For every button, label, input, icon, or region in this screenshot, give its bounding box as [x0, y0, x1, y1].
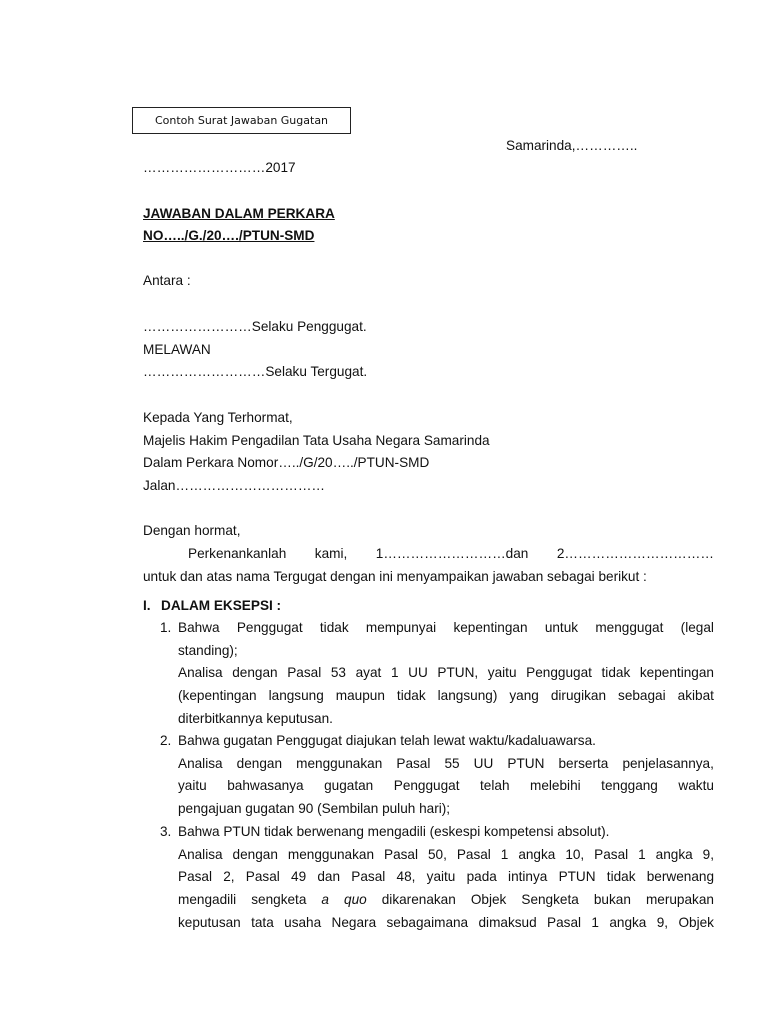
- word: Pasal: [245, 869, 280, 885]
- word: Analisa: [178, 755, 223, 771]
- paragraph-line: Bahwa gugatan Penggugat diajukan telah lewat waktu/kadaluawarsa.: [178, 733, 596, 748]
- list-item-3: [178, 821, 714, 934]
- word: tidak: [601, 665, 631, 681]
- melawan-line: MELAWAN: [143, 342, 211, 357]
- word: dirugikan: [550, 688, 607, 704]
- word: Pasal: [287, 665, 322, 681]
- word: mengadili: [178, 892, 237, 908]
- word: Sengketa: [521, 892, 579, 908]
- word: mempunyai: [365, 620, 437, 635]
- italic-word: a: [321, 892, 329, 908]
- word: dengan: [232, 665, 278, 681]
- word: sengketa: [251, 892, 307, 908]
- word: Analisa: [178, 846, 223, 862]
- word: Pasal: [178, 869, 213, 885]
- word: Pasal: [594, 846, 629, 862]
- tergugat-line: ………………………Selaku Tergugat.: [143, 364, 368, 379]
- word: berserta: [558, 755, 609, 771]
- title-line-2: NO…../G./20…./PTUN-SMD: [143, 228, 315, 243]
- intro-word: 2……………………………: [556, 546, 714, 561]
- section-number: I.: [143, 598, 151, 613]
- year-line: ………………………2017: [143, 160, 296, 175]
- word: Pasal: [351, 869, 386, 885]
- intro-word: 1………………………dan: [375, 546, 529, 561]
- word: Penggugat: [526, 665, 592, 681]
- word: PTUN,: [437, 665, 479, 681]
- word: 1: [500, 846, 509, 862]
- word: yang: [509, 688, 539, 704]
- document-label: Contoh Surat Jawaban Gugatan: [132, 107, 351, 134]
- word: PTUN: [507, 755, 545, 771]
- word: PTUN: [558, 869, 596, 885]
- salutation: Dengan hormat,: [143, 523, 241, 538]
- word: dimaksud: [478, 914, 537, 930]
- paragraph-line: [178, 866, 714, 889]
- intro-word: kami,: [314, 546, 348, 561]
- word: 48,: [396, 869, 416, 885]
- paragraph-line: [178, 685, 714, 708]
- paragraph-line: pengajuan gugatan 90 (Sembilan puluh hari);: [178, 801, 451, 817]
- italic-word: quo: [344, 892, 367, 908]
- word: langsung): [437, 688, 498, 704]
- title-line-1: JAWABAN DALAM PERKARA: [143, 206, 335, 221]
- kepada-line: Majelis Hakim Pengadilan Tata Usaha Negara Samarinda: [143, 433, 490, 448]
- word: 50,: [427, 846, 447, 862]
- word: angka: [655, 846, 693, 862]
- word: 2,: [223, 869, 235, 885]
- word: untuk: [544, 620, 579, 635]
- word: 10,: [565, 846, 585, 862]
- word: tidak: [396, 688, 426, 704]
- word: Objek: [678, 914, 714, 930]
- word: melebihi: [530, 778, 581, 794]
- word: berwenang: [646, 869, 714, 885]
- word: bahwasanya: [227, 778, 304, 794]
- word: UU: [408, 665, 428, 681]
- word: kepentingan: [639, 665, 714, 681]
- word: keputusan: [178, 914, 241, 930]
- word: Pasal: [396, 755, 431, 771]
- list-number: 2.: [160, 733, 172, 748]
- word: 1: [591, 914, 599, 930]
- paragraph-line: [178, 753, 714, 776]
- kepada-line: Kepada Yang Terhormat,: [143, 410, 293, 425]
- word: tidak: [319, 620, 349, 635]
- word: usaha: [284, 914, 322, 930]
- word: (kepentingan: [178, 688, 257, 704]
- antara-label: Antara :: [143, 273, 191, 288]
- paragraph-line: [178, 617, 714, 640]
- word: sebagaimana: [386, 914, 469, 930]
- section-title: DALAM EKSEPSI :: [161, 598, 282, 613]
- word: tata: [251, 914, 274, 930]
- list-number: 1.: [160, 620, 172, 635]
- word: 9,: [702, 846, 714, 862]
- word: dan: [317, 869, 341, 885]
- word: kepentingan: [453, 620, 528, 635]
- paragraph-line: [178, 662, 714, 685]
- intro-line-2: untuk dan atas nama Tergugat dengan ini menyampaikan jawaban sebagai berikut :: [143, 569, 647, 584]
- word: Penggugat: [236, 620, 303, 635]
- word: 53: [330, 665, 346, 681]
- word: Pasal: [456, 846, 491, 862]
- word: (legal: [680, 620, 714, 635]
- word: yaitu: [487, 665, 517, 681]
- paragraph-line: standing);: [178, 642, 238, 658]
- word: telah: [480, 778, 510, 794]
- intro-word: Perkenankanlah: [188, 546, 287, 561]
- word: angka: [518, 846, 556, 862]
- intro-line-1: [188, 543, 714, 566]
- word: sebagai: [618, 688, 666, 704]
- word: yaitu: [426, 869, 456, 885]
- paragraph-line: [178, 775, 714, 798]
- word: 55: [444, 755, 460, 771]
- word: 1: [638, 846, 646, 862]
- word: pada: [466, 869, 497, 885]
- word: maupun: [335, 688, 385, 704]
- word: gugatan: [324, 778, 374, 794]
- word: ayat: [355, 665, 382, 681]
- word: langsung: [268, 688, 324, 704]
- word: Pasal: [384, 846, 419, 862]
- word: yaitu: [178, 778, 207, 794]
- word: intinya: [508, 869, 548, 885]
- kepada-line: Jalan……………………………: [143, 478, 326, 493]
- word: Pasal: [547, 914, 582, 930]
- word: tenggang: [601, 778, 658, 794]
- kepada-line: Dalam Perkara Nomor…../G/20…../PTUN-SMD: [143, 455, 430, 470]
- word: Negara: [331, 914, 377, 930]
- penggugat-line: ……………………Selaku Penggugat.: [143, 319, 367, 334]
- word: tidak: [606, 869, 636, 885]
- word: Objek: [470, 892, 507, 908]
- list-item-1: [178, 617, 714, 730]
- word: dengan: [236, 755, 283, 771]
- word: dikarenakan: [381, 892, 456, 908]
- word: dengan: [232, 846, 278, 862]
- word: Penggugat: [393, 778, 460, 794]
- word: Bahwa: [178, 620, 220, 635]
- paragraph-line: [178, 912, 714, 935]
- word: merupakan: [645, 892, 714, 908]
- place-date: Samarinda,…………..: [506, 138, 638, 153]
- word: akibat: [677, 688, 714, 704]
- word: angka: [609, 914, 647, 930]
- list-number: 3.: [160, 824, 172, 839]
- word: 9,: [656, 914, 669, 930]
- word: waktu: [678, 778, 714, 794]
- paragraph-line: [178, 844, 714, 867]
- word: bukan: [593, 892, 631, 908]
- word: Analisa: [178, 665, 223, 681]
- word: penjelasannya,: [622, 755, 714, 771]
- paragraph-line-italic: [178, 889, 714, 912]
- word: 1: [390, 665, 399, 681]
- list-item-2: [178, 730, 714, 821]
- word: menggugat: [595, 620, 664, 635]
- paragraph-line: diterbitkannya keputusan.: [178, 710, 333, 726]
- word: UU: [473, 755, 494, 771]
- paragraph-line: Bahwa PTUN tidak berwenang mengadili (eskespi kompetensi absolut).: [178, 824, 610, 839]
- word: menggunakan: [296, 755, 383, 771]
- word: 49: [291, 869, 307, 885]
- word: menggunakan: [287, 846, 375, 862]
